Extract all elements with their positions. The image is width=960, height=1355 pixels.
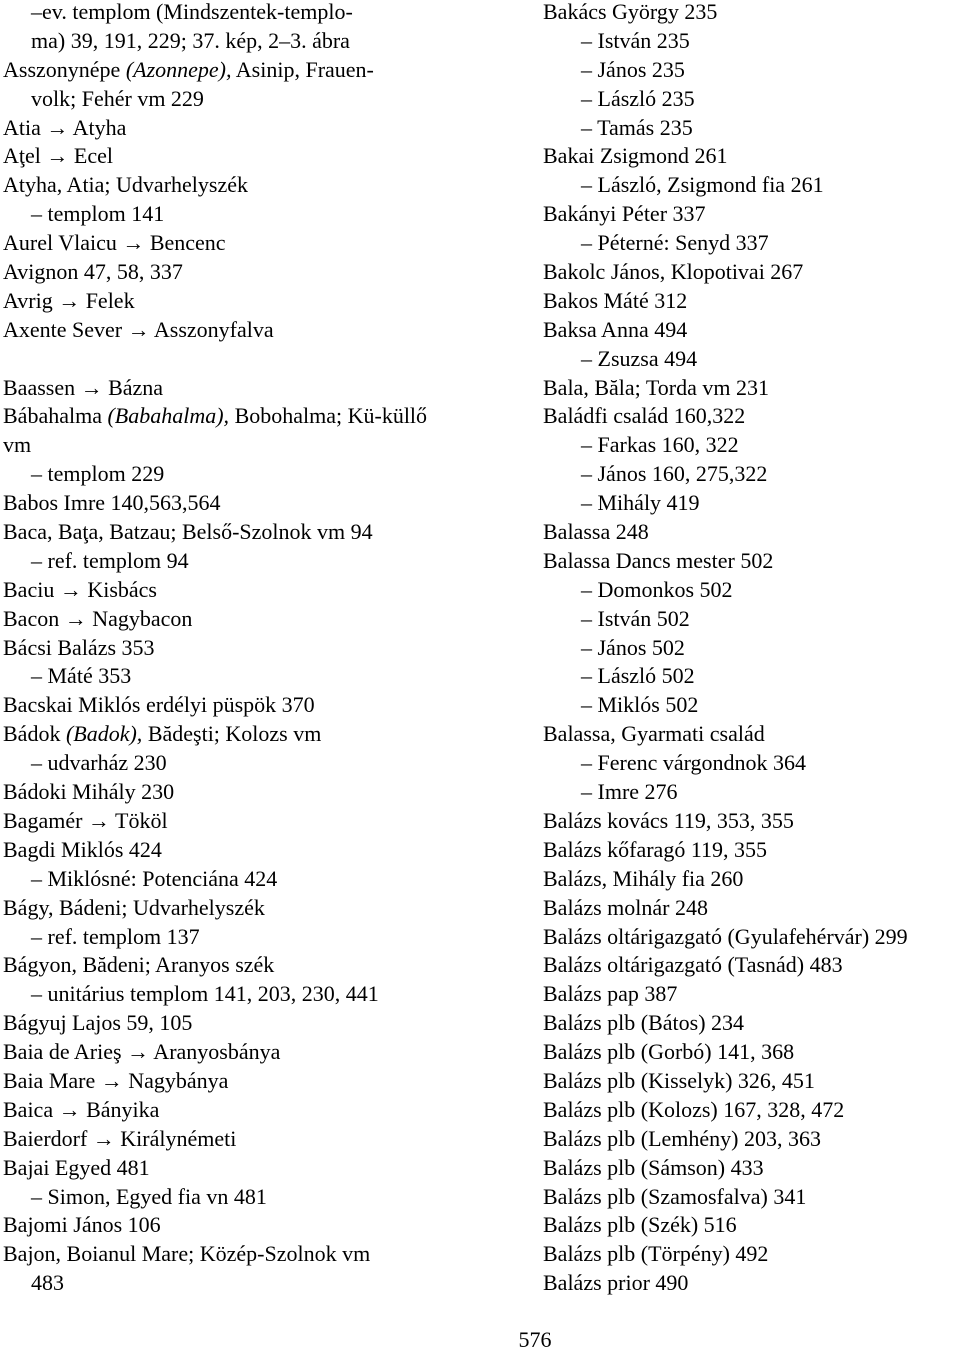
entry-text: Baia de Arieş → Aranyosbánya xyxy=(3,1039,281,1065)
index-entry xyxy=(543,865,960,894)
entry-text: – István 235 xyxy=(581,27,690,53)
entry-text: Avrig → Felek xyxy=(3,287,135,313)
index-subentry xyxy=(543,345,960,374)
index-entry xyxy=(543,1009,960,1038)
index-entry xyxy=(3,951,523,980)
entry-text: Balassa 248 xyxy=(543,519,649,545)
entry-text: – unitárius templom 141, 203, 230, 441 xyxy=(31,981,379,1007)
entry-text: Balázs plb (Kolozs) 167, 328, 472 xyxy=(543,1096,845,1122)
index-entry xyxy=(543,258,960,287)
index-entry xyxy=(3,142,523,171)
index-entry xyxy=(3,374,523,403)
index-subentry xyxy=(3,547,523,576)
index-subentry xyxy=(3,200,523,229)
index-entry xyxy=(543,1211,960,1240)
entry-text: Bagdi Miklós 424 xyxy=(3,836,162,862)
index-entry xyxy=(3,576,523,605)
entry-text: Balassa, Gyarmati család xyxy=(543,721,765,747)
index-entry xyxy=(543,807,960,836)
blank-line xyxy=(3,345,523,374)
index-entry xyxy=(543,1240,960,1269)
index-subentry xyxy=(3,865,523,894)
entry-text: – Imre 276 xyxy=(581,779,678,805)
index-entry xyxy=(3,1154,523,1183)
index-entry xyxy=(3,229,523,258)
index-entry xyxy=(3,778,523,807)
entry-text: Bajon, Boianul Mare; Közép-Szolnok vm xyxy=(3,1241,371,1267)
index-subentry xyxy=(3,749,523,778)
entry-text: Aţel → Ecel xyxy=(3,143,113,169)
index-subentry xyxy=(543,489,960,518)
italic-variant-name: (Azonnepe), xyxy=(125,56,232,82)
index-entry xyxy=(543,1038,960,1067)
index-subentry xyxy=(543,171,960,200)
entry-text: – Máté 353 xyxy=(31,663,132,689)
entry-text: Balázs prior 490 xyxy=(543,1270,689,1296)
index-subentry xyxy=(543,56,960,85)
index-entry xyxy=(543,316,960,345)
entry-text: – templom 141 xyxy=(31,201,165,227)
index-entry xyxy=(3,518,523,547)
index-subentry xyxy=(3,460,523,489)
index-entry xyxy=(543,720,960,749)
index-entry xyxy=(3,489,523,518)
entry-text: Axente Sever → Asszonyfalva xyxy=(3,316,274,342)
entry-text: – Ferenc várgondnok 364 xyxy=(581,750,807,776)
index-entry xyxy=(3,605,523,634)
index-entry xyxy=(543,836,960,865)
entry-text: Baica → Bányika xyxy=(3,1096,160,1122)
entry-text: Baassen → Bázna xyxy=(3,374,164,400)
entry-text: Balázs plb (Bátos) 234 xyxy=(543,1010,745,1036)
entry-text: Bágyuj Lajos 59, 105 xyxy=(3,1010,193,1036)
entry-text: – István 502 xyxy=(581,605,690,631)
entry-text: Bobohalma; Kü-küllő xyxy=(229,403,428,429)
entry-text: Babos Imre 140,563,564 xyxy=(3,490,221,516)
index-entry xyxy=(3,691,523,720)
index-subentry xyxy=(543,634,960,663)
entry-text: Balázs molnár 248 xyxy=(543,894,708,920)
index-subentry xyxy=(543,778,960,807)
index-subentry xyxy=(3,85,523,114)
index-subentry xyxy=(3,1269,523,1298)
entry-text: – Miklósné: Potenciána 424 xyxy=(31,865,278,891)
entry-text: – Mihály 419 xyxy=(581,490,700,516)
entry-text: Balázs plb (Kisselyk) 326, 451 xyxy=(543,1067,815,1093)
entry-text: Bádok xyxy=(3,721,66,747)
index-subentry xyxy=(3,662,523,691)
index-subentry xyxy=(543,662,960,691)
index-subentry xyxy=(543,27,960,56)
index-entry xyxy=(3,114,523,143)
index-subentry xyxy=(3,923,523,952)
entry-text: volk; Fehér vm 229 xyxy=(31,85,204,111)
entry-text: – Zsuzsa 494 xyxy=(581,345,698,371)
italic-variant-name: (Badok), xyxy=(65,721,143,747)
entry-text: Bakács György 235 xyxy=(543,0,718,24)
index-entry xyxy=(543,923,960,952)
entry-text: Aurel Vlaicu → Bencenc xyxy=(3,230,226,256)
index-entry xyxy=(3,171,523,200)
index-entry xyxy=(543,518,960,547)
entry-text: Balázs plb (Lemhény) 203, 363 xyxy=(543,1125,821,1151)
index-entry xyxy=(543,547,960,576)
index-entry xyxy=(3,402,523,431)
index-subentry xyxy=(543,460,960,489)
entry-text: – Tamás 235 xyxy=(581,114,693,140)
entry-text: Baierdorf → Királynémeti xyxy=(3,1125,237,1151)
index-entry xyxy=(3,894,523,923)
entry-text: Balassa Dancs mester 502 xyxy=(543,547,774,573)
entry-text: Bala, Băla; Torda vm 231 xyxy=(543,374,769,400)
entry-text: Atia → Atyha xyxy=(3,114,127,140)
index-entry xyxy=(543,374,960,403)
entry-text: Bajomi János 106 xyxy=(3,1212,161,1238)
index-subentry xyxy=(543,85,960,114)
entry-text: 483 xyxy=(31,1270,64,1296)
entry-text: Baksa Anna 494 xyxy=(543,316,688,342)
index-entry xyxy=(543,287,960,316)
entry-text: Bakányi Péter 337 xyxy=(543,201,706,227)
index-entry xyxy=(3,836,523,865)
entry-text: – ref. templom 137 xyxy=(31,923,200,949)
index-entry xyxy=(543,1154,960,1183)
entry-text: – templom 229 xyxy=(31,461,165,487)
entry-text: – János 235 xyxy=(581,56,685,82)
entry-text: Asinip, Frauen- xyxy=(231,56,374,82)
index-entry xyxy=(3,1211,523,1240)
entry-text: Bajai Egyed 481 xyxy=(3,1154,150,1180)
index-entry xyxy=(543,402,960,431)
entry-text: Balázs kovács 119, 353, 355 xyxy=(543,807,794,833)
index-entry xyxy=(3,1125,523,1154)
entry-text: – János 160, 275,322 xyxy=(581,461,768,487)
entry-text: – Simon, Egyed fia vn 481 xyxy=(31,1183,267,1209)
index-subentry xyxy=(3,1183,523,1212)
entry-text: Balázs, Mihály fia 260 xyxy=(543,865,744,891)
entry-text: Bágy, Bádeni; Udvarhelyszék xyxy=(3,894,265,920)
entry-text: Balázs plb (Törpény) 492 xyxy=(543,1241,769,1267)
index-subentry xyxy=(3,980,523,1009)
index-entry xyxy=(543,1269,960,1298)
index-entry xyxy=(3,720,523,749)
index-entry xyxy=(3,1096,523,1125)
entry-text: – Farkas 160, 322 xyxy=(581,432,739,458)
entry-text: Bábahalma xyxy=(3,403,108,429)
entry-text: – Domonkos 502 xyxy=(581,576,733,602)
index-entry xyxy=(3,1240,523,1269)
entry-text: Bacon → Nagybacon xyxy=(3,605,193,631)
index-entry xyxy=(3,287,523,316)
index-subentry xyxy=(543,576,960,605)
index-subentry xyxy=(543,114,960,143)
page-number: 576 xyxy=(518,1327,552,1352)
entry-text: Avignon 47, 58, 337 xyxy=(3,259,183,285)
entry-text: Balázs kőfaragó 119, 355 xyxy=(543,836,768,862)
entry-text: – László 502 xyxy=(581,663,695,689)
index-subentry xyxy=(543,691,960,720)
index-entry xyxy=(3,258,523,287)
entry-text: Asszonynépe xyxy=(3,56,126,82)
entry-text: Bácsi Balázs 353 xyxy=(3,634,155,660)
index-entry xyxy=(3,431,523,460)
italic-variant-name: (Babahalma), xyxy=(107,403,230,429)
entry-text: – Péterné: Senyd 337 xyxy=(581,230,769,256)
entry-text: Balázs oltárigazgató (Tasnád) 483 xyxy=(543,952,843,978)
index-entry xyxy=(543,894,960,923)
entry-text: ma) 39, 191, 229; 37. kép, 2–3. ábra xyxy=(31,27,350,53)
index-entry xyxy=(543,951,960,980)
entry-text: Bădeşti; Kolozs vm xyxy=(142,721,322,747)
entry-text: Baia Mare → Nagybánya xyxy=(3,1067,229,1093)
entry-text: Bacskai Miklós erdélyi püspök 370 xyxy=(3,692,315,718)
entry-text: – Miklós 502 xyxy=(581,692,699,718)
index-entry xyxy=(3,56,523,85)
index-entry xyxy=(3,316,523,345)
entry-text: –ev. templom (Mindszentek-templo- xyxy=(31,0,353,24)
entry-text: Baca, Baţa, Batzau; Belső-Szolnok vm 94 xyxy=(3,519,373,545)
index-column-left xyxy=(3,0,523,1298)
index-entry xyxy=(543,1125,960,1154)
entry-text: Bakolc János, Klopotivai 267 xyxy=(543,259,804,285)
entry-text: Atyha, Atia; Udvarhelyszék xyxy=(3,172,248,198)
index-subentry xyxy=(543,229,960,258)
index-entry xyxy=(543,1096,960,1125)
entry-text: – János 502 xyxy=(581,634,685,660)
index-subentry xyxy=(3,0,523,27)
entry-text: Baládfi család 160,322 xyxy=(543,403,746,429)
index-subentry xyxy=(543,605,960,634)
index-column-right xyxy=(543,0,960,1298)
index-entry xyxy=(543,980,960,1009)
entry-text: Balázs pap 387 xyxy=(543,981,678,1007)
index-entry xyxy=(3,1067,523,1096)
entry-text: – ref. templom 94 xyxy=(31,547,189,573)
entry-text: Baciu → Kisbács xyxy=(3,576,157,602)
entry-text: Bágyon, Bădeni; Aranyos szék xyxy=(3,952,275,978)
entry-text: – László 235 xyxy=(581,85,695,111)
index-entry xyxy=(3,634,523,663)
entry-text: – László, Zsigmond fia 261 xyxy=(581,172,824,198)
entry-text: – udvarház 230 xyxy=(31,750,167,776)
index-entry xyxy=(3,1038,523,1067)
index-subentry xyxy=(3,27,523,56)
index-entry xyxy=(543,0,960,27)
entry-text: Bagamér → Tököl xyxy=(3,807,168,833)
index-entry xyxy=(543,200,960,229)
entry-text: Balázs plb (Szék) 516 xyxy=(543,1212,737,1238)
index-subentry xyxy=(543,431,960,460)
entry-text: Bakai Zsigmond 261 xyxy=(543,143,728,169)
index-subentry xyxy=(543,749,960,778)
entry-text: Balázs plb (Gorbó) 141, 368 xyxy=(543,1039,795,1065)
index-entry xyxy=(3,807,523,836)
index-entry xyxy=(3,1009,523,1038)
index-entry xyxy=(543,1067,960,1096)
entry-text: vm xyxy=(3,432,32,458)
entry-text: Balázs plb (Szamosfalva) 341 xyxy=(543,1183,807,1209)
index-entry xyxy=(543,1183,960,1212)
entry-text: Bakos Máté 312 xyxy=(543,287,688,313)
entry-text: Bádoki Mihály 230 xyxy=(3,779,175,805)
entry-text: Balázs oltárigazgató (Gyulafehérvár) 299 xyxy=(543,923,908,949)
index-entry xyxy=(543,142,960,171)
entry-text: Balázs plb (Sámson) 433 xyxy=(543,1154,764,1180)
